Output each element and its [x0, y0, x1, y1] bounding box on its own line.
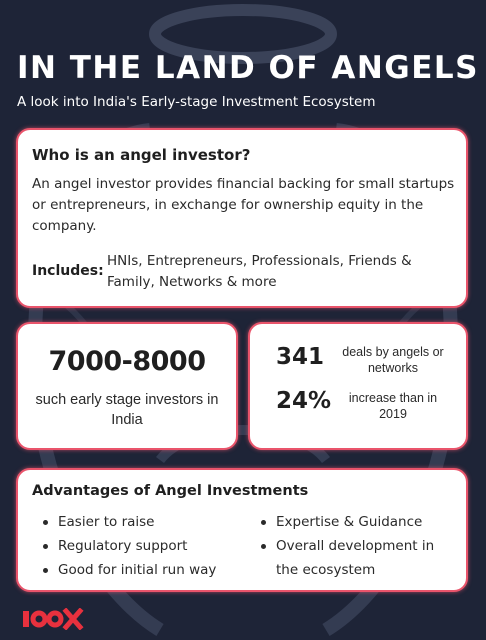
who-is-angel-card [16, 128, 468, 308]
list-item: Good for initial run way [40, 558, 245, 582]
logo-one-shape [23, 611, 29, 627]
100x-logo [22, 608, 86, 630]
investor-count-caption: such early stage investors in India [35, 392, 219, 428]
logo-zero-shape [33, 613, 45, 625]
deals-count-number: 341 [276, 344, 325, 370]
advantages-heading: Advantages of Angel Investments [32, 483, 309, 499]
list-item: Regulatory support [40, 534, 245, 558]
advantages-list-right [258, 510, 458, 582]
list-item: Overall development in the ecosystem [258, 534, 458, 582]
investor-count-number: 7000-8000 [48, 346, 206, 377]
page-subtitle: A look into India's Early-stage Investment Ecosystem [17, 94, 376, 110]
list-item: Expertise & Guidance [258, 510, 458, 534]
advantages-card [16, 468, 468, 592]
includes-value: HNIs, Entrepreneurs, Professionals, Friends & Family, Networks & more [107, 253, 412, 290]
deals-stats-card [248, 322, 468, 450]
angel-definition-text: An angel investor provides financial backing for small startups or entrepreneurs, in exchange for ownership equity in the company. [32, 176, 455, 234]
logo-zero-shape [49, 613, 61, 625]
increase-percent-number: 24% [276, 388, 332, 414]
page-title: IN THE LAND OF ANGELS [17, 50, 480, 86]
advantages-list-left [40, 510, 245, 582]
list-item: Easier to raise [40, 510, 245, 534]
deals-count-caption: deals by angels or networks [342, 345, 444, 375]
who-heading: Who is an angel investor? [32, 146, 251, 164]
includes-label: Includes: [32, 263, 104, 279]
increase-caption: increase than in 2019 [348, 391, 438, 421]
investor-count-card [16, 322, 238, 450]
logo-x-shape [66, 611, 80, 627]
